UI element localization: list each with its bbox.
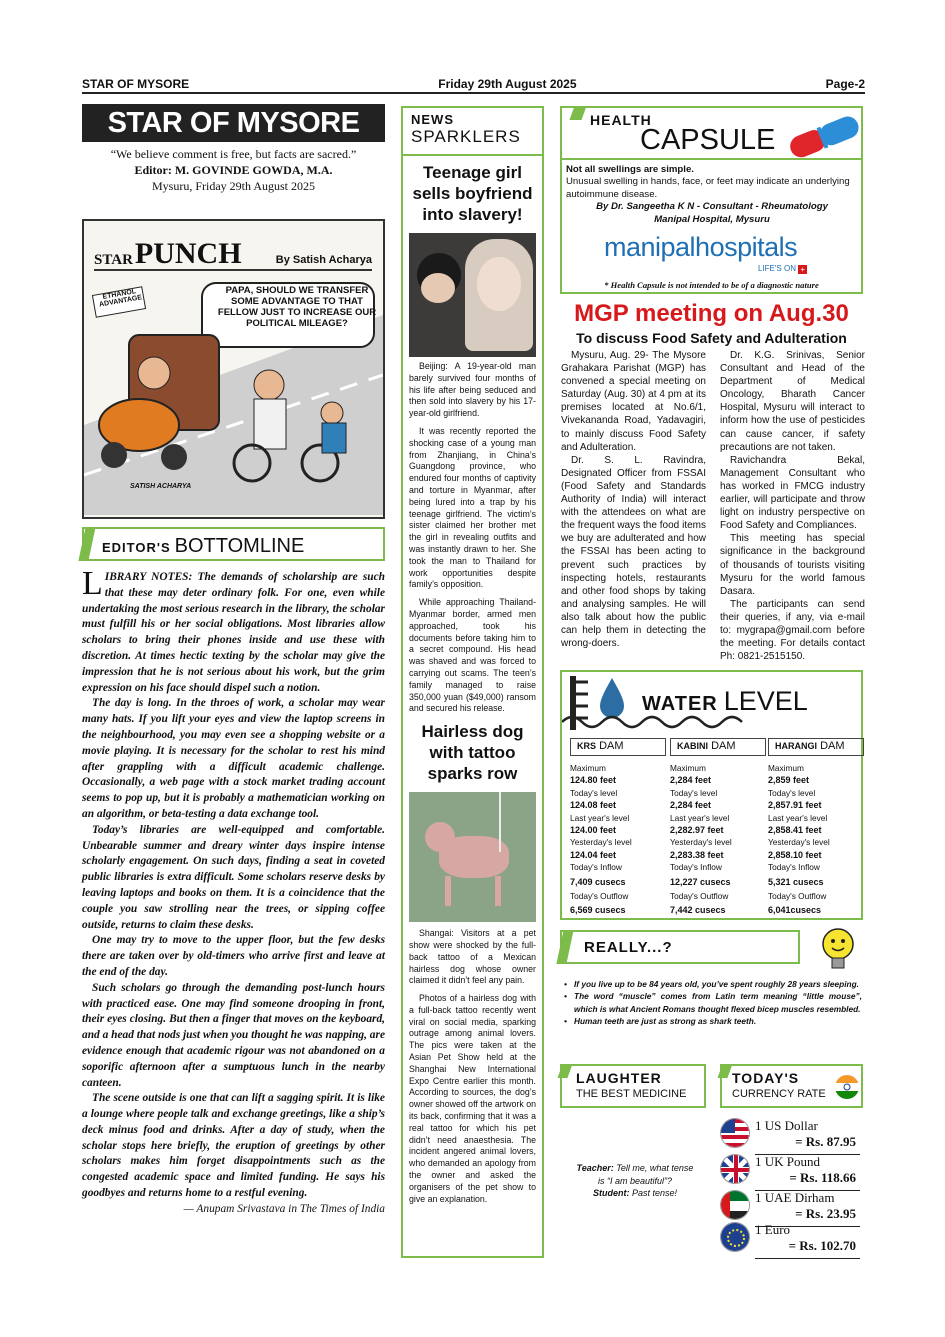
really-box xyxy=(560,930,863,1060)
currency-name: 1 UK Pound xyxy=(755,1154,821,1169)
water-label: WATER xyxy=(642,693,718,715)
logo-tag-text: LIFE'S ON xyxy=(758,264,796,273)
really-list xyxy=(564,978,862,1028)
inflow-value: 7,409 cusecs xyxy=(570,876,626,887)
today-level-value: 124.08 feet xyxy=(570,800,617,811)
dam-word: DAM xyxy=(711,740,736,752)
health-text xyxy=(566,164,858,226)
paper-name: STAR OF MYSORE xyxy=(82,77,190,91)
outflow-value: 7,442 cusecs xyxy=(670,905,726,916)
health-label: HEALTH xyxy=(590,112,652,128)
maximum-label: Maximum xyxy=(570,763,606,773)
editorial-credit: — Anupam Srivastava in The Times of India xyxy=(183,1202,385,1215)
dam-header xyxy=(570,738,666,756)
laughter-header xyxy=(560,1064,706,1108)
water-level-box xyxy=(560,670,863,920)
outflow-label: Today's Outflow xyxy=(570,891,629,902)
last-year-value: 2,858.41 feet xyxy=(768,825,822,836)
harangi-dam xyxy=(768,738,864,917)
editorial-paragraph: Such scholars go through the demanding post-lunch hours with practiced ease. One may find someone drooping in front, their eyes closing. But then a finger that moves on the keyboard, and a head that nods just when you thought he was napping, are evidence enough that academic rigour was not abandoned on a soporific afternoon after a sumptuous lunch in the nearby canteen. xyxy=(82,981,385,1089)
inflow-value: 5,321 cusecs xyxy=(768,876,824,887)
editorial-body xyxy=(82,565,385,1218)
inflow-label: Today's Inflow xyxy=(570,862,622,873)
lightbulb-icon xyxy=(814,924,862,974)
mgp-paragraph: This meeting has special significance in the background of thousands of tourists visiting Mysuru for the world famous Dasara. xyxy=(720,533,865,597)
really-item: • The word “muscle” comes from Latin term meaning “little mouse”, which is what Ancient Romans thought flexed bicep muscles resembled. xyxy=(564,991,862,1014)
cartoon-punch: PUNCH xyxy=(134,237,242,270)
dateline: Mysuru, Friday 29th August 2025 xyxy=(151,179,315,193)
joke-text xyxy=(576,1162,694,1200)
last-year-label: Last year's level xyxy=(570,812,630,823)
maximum-value: 2,859 feet xyxy=(768,775,810,786)
story2-headline: Hairless dog with tattoo sparks row xyxy=(421,722,524,784)
manipal-logo: manipalhospitals xyxy=(604,232,798,262)
currency-name: 1 UAE Dirham xyxy=(755,1190,835,1205)
currency-value: = Rs. 102.70 xyxy=(788,1238,856,1253)
currency-row-eur xyxy=(720,1222,860,1262)
dam-code: KRS xyxy=(577,741,597,751)
uae-flag-icon xyxy=(720,1190,750,1220)
editorial-paragraph: The scene outside is one that can lift a sagging spirit. It is like a lounge where people talk and exchange greetings, like a ship’s deck minus food and drinks. After a day of study, when the scholar stops here briefly, the eruption of greetings by other scholars makes him forget disappointments such as the congested academic space and limited funding. He says his goodbyes and returns home to a restful evening. xyxy=(82,1092,385,1200)
story2-photo xyxy=(409,792,536,922)
maximum-value: 124.80 feet xyxy=(570,775,617,786)
mgp-paragraph: Dr. K.G. Srinivas, Senior Consultant and Head of the Department of Medical Oncology, Bharath Cancer Hospital, Mysuru will interact to inform how the use of pesticides can cause cancer, if safety precautions are not taken. xyxy=(720,350,865,453)
today-level-label: Today's level xyxy=(670,787,718,798)
story1-headline: Teenage girl sells boyfriend into slavery! xyxy=(412,163,533,224)
laughter-label: LAUGHTER xyxy=(576,1070,662,1086)
health-lead: Not all swellings are simple. xyxy=(566,164,694,175)
currency-name: 1 US Dollar xyxy=(755,1118,818,1133)
maximum-label: Maximum xyxy=(670,763,706,773)
cartoonist-signature: SATISH ACHARYA xyxy=(130,483,192,490)
today-level-label: Today's level xyxy=(570,787,618,798)
yesterday-value: 2,858.10 feet xyxy=(768,849,822,860)
capsule-pill-icon xyxy=(784,112,864,160)
mgp-headline: MGP meeting on Aug.30 xyxy=(574,300,849,327)
teacher-line: Tell me, what tense is “I am beautiful”? xyxy=(597,1163,694,1186)
inflow-label: Today's Inflow xyxy=(670,862,722,873)
manipal-logo-tag xyxy=(758,264,807,274)
news-sparklers-header xyxy=(403,108,542,156)
story1-photo xyxy=(409,233,536,357)
really-label: REALLY...? xyxy=(584,939,673,956)
mgp-paragraph: Ravichandra Bekal, Management Consultant who has worked in FMCG industry earlier, will participate and throw light on industry perspective on Food Safety and Compliances. xyxy=(720,454,865,532)
cartoon-header xyxy=(94,235,372,271)
editorial-paragraph: One may try to move to the upper floor, but the few desks there are taken over by old-timers who arrive first and leave at the end of the day. xyxy=(82,934,385,978)
last-year-label: Last year's level xyxy=(670,812,730,823)
really-header xyxy=(560,930,800,964)
currency-header xyxy=(720,1064,863,1108)
eu-flag-icon xyxy=(720,1222,750,1252)
running-head xyxy=(82,76,865,94)
story2-paragraph: Photos of a hairless dog with a full-back tattoo recently went viral on social media, sparking outrage among animal lovers. The pics were taken at the Asian Pet Show held at the Shanghai New International Expo Centre earlier this month. According to sources, the dog’s owner showed off the artwork on its back, confirming that it was a real tattoo for which his pet didn’t need anaesthesia. The incident angered animal lovers, who demanded an apology from the owner and asked the organisers of the pet show to give an explanation. xyxy=(409,993,536,1204)
yesterday-label: Yesterday's level xyxy=(570,837,632,848)
story1-body xyxy=(403,361,542,715)
outflow-value: 6,041cusecs xyxy=(768,905,822,916)
today-level-value: 2,284 feet xyxy=(670,800,712,811)
really-item-text: If you live up to be 84 years old, you’ve spent roughly 28 years sleeping. xyxy=(574,979,859,989)
currency-name: 1 Euro xyxy=(755,1222,791,1237)
masthead-info xyxy=(82,146,385,194)
really-item: • Human teeth are just as strong as shark teeth. xyxy=(564,1016,757,1027)
story1-paragraph: While approaching Thailand-Myanmar border, armed men approached, took his documents before taking him to a secret compound. His head was shaved and was forced to carrying out scams. The teen’s family managed to raise 350,000 yuan ($49,000) ransom and secured his release. xyxy=(409,597,536,714)
yesterday-label: Yesterday's level xyxy=(670,837,732,848)
health-hospital: Manipal Hospital, Mysuru xyxy=(654,213,770,225)
uk-flag-icon xyxy=(720,1154,750,1184)
inflow-label: Today's Inflow xyxy=(768,862,820,873)
currency-row-gbp xyxy=(720,1154,860,1194)
editorial-lead-text: IBRARY NOTES: The demands of scholarship are such that these may deter ordinary folk. For one, even while undertaking the most serious research in the library, the scholar must fulfill his or her social obligations. Most libraries allow scholars to bring their phones inside and use these with discretion. At times hectic texting by the scholar may give the impression that he is not serious about his work, but the grim expression on his face should dispel such a notion. xyxy=(82,571,385,694)
page-number: Page-2 xyxy=(825,77,865,91)
story2-body xyxy=(403,928,542,1205)
student-line: Past tense! xyxy=(631,1188,678,1199)
dam-header xyxy=(670,738,766,756)
india-flag-icon xyxy=(834,1074,860,1100)
news-label: NEWS xyxy=(411,112,454,127)
dam-word: DAM xyxy=(599,740,624,752)
star-punch-cartoon xyxy=(82,219,385,519)
dam-code: KABINI xyxy=(677,741,708,751)
level-label: LEVEL xyxy=(723,686,808,716)
capsule-label: CAPSULE xyxy=(640,124,776,156)
mgp-paragraph: Dr. S. L. Ravindra, Designated Officer from FSSAI (Food Safety and Standards Authority of India) will interact with the attendees on what are the frequent ways the food items we buy are adulterated and how the FSSAI has been acting to prevent such practices by inspecting hotels, restaurants and other food shops by taking and analysing samples. He will also talk about how the public can help them in detecting the wrong-doers. xyxy=(561,454,706,650)
editor-line: Editor: M. GOVINDE GOWDA, M.A. xyxy=(134,163,333,177)
currency-value: = Rs. 87.95 xyxy=(795,1134,856,1149)
mgp-subheadline: To discuss Food Safety and Adulteration xyxy=(576,330,847,346)
outflow-label: Today's Outflow xyxy=(768,891,827,902)
masthead-title: STAR OF MYSORE xyxy=(82,104,385,142)
mgp-paragraph: Mysuru, Aug. 29- The Mysore Grahakara Parishat (MGP) has convened a special meeting on Saturday (Aug. 30) at 4 pm at its premises located at No.6/1, Vivekananda Road, Yadavagiri, to mainly discuss Food Safety and Adulteration. xyxy=(561,350,706,453)
last-year-label: Last year's level xyxy=(768,812,828,823)
dam-header xyxy=(768,738,864,756)
best-medicine-label: THE BEST MEDICINE xyxy=(576,1088,687,1100)
editors-label: EDITOR'S xyxy=(102,540,171,555)
plus-icon: + xyxy=(798,265,807,274)
currency-box xyxy=(720,1064,863,1259)
mgp-column-right xyxy=(720,349,865,663)
mgp-column-left xyxy=(561,349,706,650)
really-item-text: Human teeth are just as strong as shark teeth. xyxy=(574,1016,757,1027)
laughter-box xyxy=(560,1064,706,1259)
cartoon-byline: By Satish Acharya xyxy=(275,254,372,266)
currency-rate-label: CURRENCY RATE xyxy=(732,1088,826,1100)
mgp-paragraph: The participants can send their queries, if any, via e-mail to: mygrapa@gmail.com before the meeting. For details contact Ph: 0821-2515150. xyxy=(720,598,865,663)
issue-date: Friday 29th August 2025 xyxy=(438,77,577,91)
bottomline-label: BOTTOMLINE xyxy=(174,535,305,557)
currency-row-usd xyxy=(720,1118,860,1158)
cartoon-star: STAR xyxy=(94,252,133,268)
today-level-value: 2,857.91 feet xyxy=(768,800,822,811)
health-capsule-box xyxy=(560,106,863,294)
currency-value: = Rs. 118.66 xyxy=(789,1170,856,1185)
outflow-value: 6,569 cusecs xyxy=(570,905,626,916)
health-author: By Dr. Sangeetha K N - Consultant - Rheumatology xyxy=(596,201,828,213)
yesterday-label: Yesterday's level xyxy=(768,837,830,848)
maximum-label: Maximum xyxy=(768,763,804,773)
editorial-lead xyxy=(82,565,385,696)
teacher-label: Teacher: xyxy=(576,1163,614,1173)
todays-label: TODAY'S xyxy=(732,1070,800,1086)
cartoon-speech-bubble: PAPA, SHOULD WE TRANSFER SOME ADVANTAGE TO THAT FELLOW JUST TO INCREASE OUR POLITICAL MILEAGE? xyxy=(217,285,377,329)
news-sparklers-column xyxy=(401,106,544,1258)
yesterday-value: 2,283.38 feet xyxy=(670,849,724,860)
story2-paragraph: Shangai: Visitors at a pet show were shocked by the full-back tattoo of a Mexican hairless dog whose owner claimed it didn’t feel any pain. xyxy=(409,928,536,986)
inflow-value: 12,227 cusecs xyxy=(670,876,731,887)
editorial-paragraph: The day is long. In the throes of work, a scholar may wear many hats. If you lift your eyes and view the laptop screens in the neighbourhood, you may even see a shopping website or a movie playing. It is necessary for the scholar to rest his mind after grappling with a difficult academic challenge. Occasionally, a web page with a stock market trading account seems to pop up, but it is probably a mathematician working on an algorithm, or beta-testing a data exchange tool. xyxy=(82,697,385,820)
maximum-value: 2,284 feet xyxy=(670,775,712,786)
kabini-dam xyxy=(670,738,766,917)
dam-word: DAM xyxy=(820,740,845,752)
currency-value: = Rs. 23.95 xyxy=(795,1206,856,1221)
header-accent xyxy=(78,527,95,561)
sparklers-label: SPARKLERS xyxy=(411,127,521,146)
really-item-text: The word “muscle” comes from Latin term meaning “little mouse”, which is what Ancient Romans thought flexed bicep muscles resembled. xyxy=(574,991,862,1014)
today-level-label: Today's level xyxy=(768,787,816,798)
yesterday-value: 124.04 feet xyxy=(570,849,617,860)
dam-code: HARANGI xyxy=(775,741,817,751)
motto: “We believe comment is free, but facts are sacred.” xyxy=(110,147,357,161)
cartoon-tag: ETHANOL ADVANTAGE xyxy=(98,288,143,309)
last-year-value: 2,282.97 feet xyxy=(670,825,724,836)
health-body: Unusual swelling in hands, face, or feet may indicate an underlying autoimmune disease. xyxy=(566,176,850,200)
us-flag-icon xyxy=(720,1118,750,1148)
outflow-label: Today's Outflow xyxy=(670,891,729,902)
story1-paragraph: Beijing: A 19-year-old man barely survived four months of his life after being seduced and then sold into slavery by his 17-year-old girlfriend. xyxy=(409,361,536,419)
story1-paragraph: It was recently reported the shocking case of a young man from Zhanjiang, in China’s Guangdong province, who endured four months of captivity and torture in Myanmar, after being lured into a trap by his teenage girlfriend. The victim’s sister claimed her brother met the girl in revealing outfits and was instantly drawn to her. She took the man to Thailand for work opportunities despite family’s opposition. xyxy=(409,425,536,590)
editors-bottomline-header xyxy=(82,527,385,561)
dropcap: L xyxy=(82,565,103,602)
student-label: Student: xyxy=(592,1188,630,1199)
really-item: • If you live up to be 84 years old, you’ve spent roughly 28 years sleeping. xyxy=(564,979,859,989)
last-year-value: 124.00 feet xyxy=(570,825,617,836)
editorial-paragraph: Today’s libraries are well-equipped and comfortable. Unbearable summer and dreary winter days inspire intense scholarly engagement. On such days, finding a seat in coveted public libraries is extra difficult. Some scholars reserve desks by leaving laptops and books on them. It is a coincidence that the couple you saw strolling near the trees, or sipping coffee outside, returns to claim these desks. xyxy=(82,823,385,931)
health-disclaimer: * Health Capsule is not intended to be of a diagnostic nature xyxy=(604,280,819,290)
krs-dam xyxy=(570,738,666,917)
